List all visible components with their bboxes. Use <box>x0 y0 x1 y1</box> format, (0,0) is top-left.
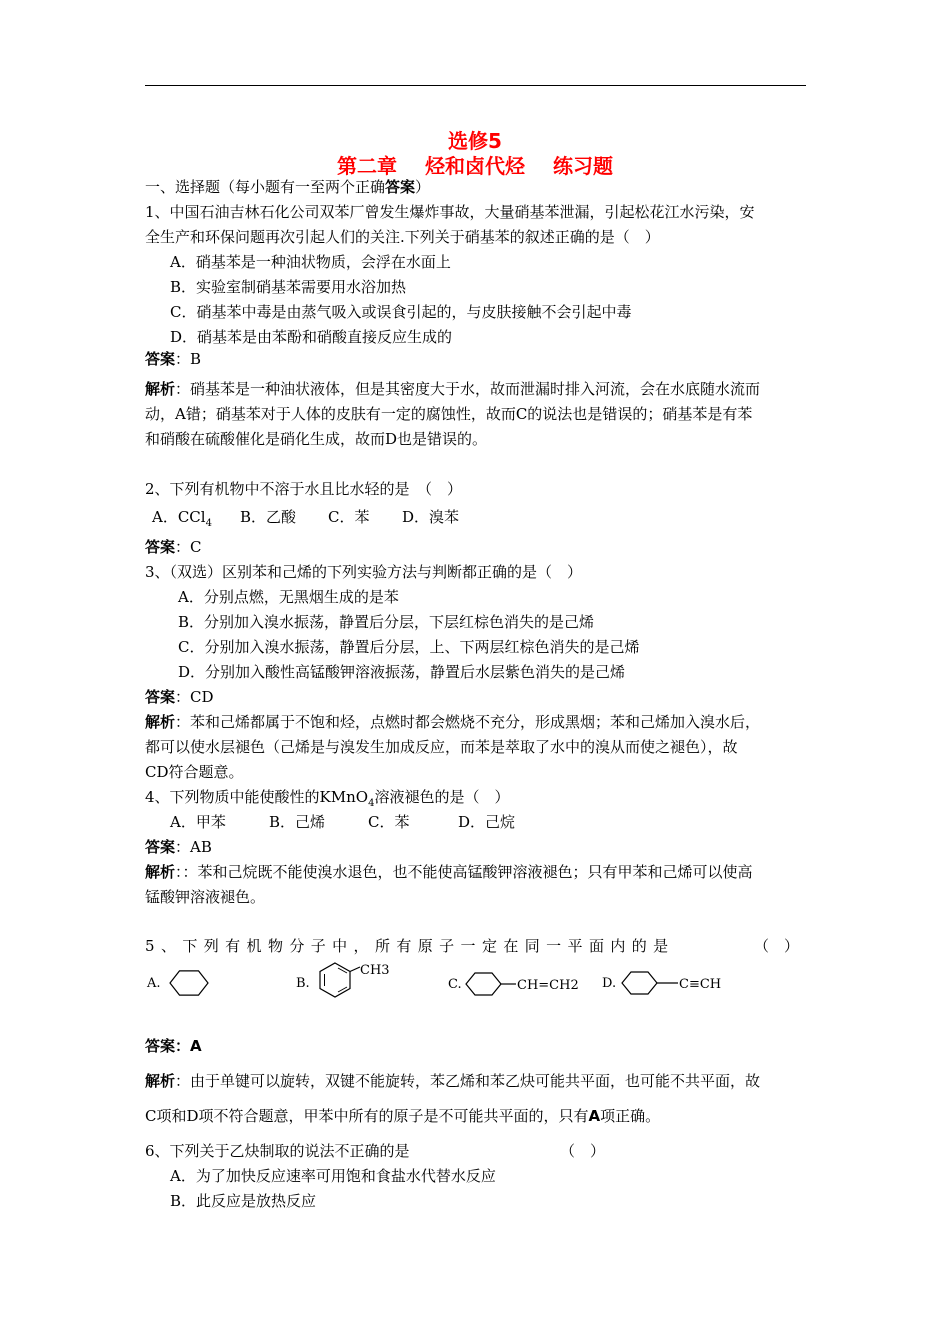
svg-text:C.: C. <box>448 977 462 992</box>
q3-option-b: B．分别加入溴水振荡，静置后分层，下层红棕色消失的是己烯 <box>178 613 595 631</box>
chapter-practice: 练习题 <box>553 154 613 178</box>
q2-option-c: C．苯 <box>328 508 370 526</box>
q1-analysis-line2: 动，A错；硝基苯对于人体的皮肤有一定的腐蚀性，故而C的说法也是错误的；硝基苯是有苯 <box>145 405 753 423</box>
phenylacetylene-ring-icon <box>622 972 657 994</box>
q1-answer: 答案：B <box>145 350 202 368</box>
q1-option-c: C．硝基苯中毒是由蒸气吸入或误食引起的，与皮肤接触不会引起中毒 <box>170 303 632 321</box>
benzene-ring-icon <box>170 971 208 995</box>
q1-analysis-line3: 和硝酸在硫酸催化是硝化生成，故而D也是错误的。 <box>145 430 488 448</box>
q4-answer: 答案：AB <box>145 838 212 856</box>
header-rule <box>145 85 806 86</box>
q2-option-b: B．乙酸 <box>240 508 297 526</box>
q3-option-c: C．分别加入溴水振荡，静置后分层，上、下两层红棕色消失的是己烯 <box>178 638 640 656</box>
q5-answer: 答案：A <box>145 1037 202 1055</box>
q4-option-a: A．甲苯 <box>170 813 226 831</box>
structure-b-toluene <box>296 963 390 997</box>
q4-options <box>170 812 515 832</box>
q2-stem: 2、下列有机物中不溶于水且比水轻的是 （ ） <box>145 480 463 498</box>
q1-stem-line1: 1、中国石油吉林石化公司双苯厂曾发生爆炸事故，大量硝基苯泄漏，引起松花江水污染，安 <box>145 203 755 221</box>
q4-option-d: D．己烷 <box>458 813 516 831</box>
svg-text:D.: D. <box>602 976 617 991</box>
q3-analysis-line3: CD符合题意。 <box>145 763 244 781</box>
q3-answer: 答案：CD <box>145 688 214 706</box>
svg-text:CH3: CH3 <box>360 963 390 978</box>
chapter-topic: 烃和卤代烃 <box>425 154 525 178</box>
structure-c-styrene <box>448 973 579 995</box>
q3-analysis-line2: 都可以使水层褪色（己烯是与溴发生加成反应，而苯是萃取了水中的溴从而使之褪色），故 <box>145 738 738 756</box>
q1-option-d: D．硝基苯是由苯酚和硝酸直接反应生成的 <box>170 328 453 346</box>
q5-paren: （ ） <box>754 937 800 955</box>
q3-option-d: D．分别加入酸性高锰酸钾溶液振荡，静置后水层紫色消失的是己烯 <box>178 663 626 681</box>
q6-stem: 6、下列关于乙炔制取的说法不正确的是 <box>145 1142 410 1160</box>
q6-option-b: B．此反应是放热反应 <box>170 1192 317 1210</box>
q4-option-b: B．己烯 <box>269 813 326 831</box>
svg-text:B.: B. <box>296 976 310 991</box>
svg-text:A.: A. <box>147 976 161 991</box>
q1-option-b: B．实验室制硝基苯需要用水浴加热 <box>170 278 407 296</box>
structure-d-phenylacetylene <box>602 972 721 994</box>
q2-option-a: A．CCl$_4$ <box>152 508 212 529</box>
q2-options <box>152 507 459 534</box>
q3-analysis-line1: 解析：苯和己烯都属于不饱和烃，点燃时都会燃烧不充分，形成黑烟；苯和己烯加入溴水后， <box>145 713 761 731</box>
toluene-bond-icon <box>350 967 360 972</box>
svg-text:C≡CH: C≡CH <box>679 977 722 992</box>
q1-stem-line2: 全生产和环保问题再次引起人们的关注.下列关于硝基苯的叙述正确的是（ ） <box>145 228 660 246</box>
svg-text:CH=CH2: CH=CH2 <box>517 978 579 993</box>
structure-a-benzene <box>146 971 208 995</box>
section-heading: 一、选择题（每小题有一至两个正确答案） <box>145 178 431 196</box>
chapter-number: 第二章 <box>337 154 397 178</box>
q4-analysis-line1: 解析：：苯和己烷既不能使溴水退色，也不能使高锰酸钾溶液褪色；只有甲苯和己烯可以使高 <box>145 863 753 881</box>
q3-option-a: A．分别点燃，无黑烟生成的是苯 <box>178 588 399 606</box>
q5-analysis-line2: C项和D项不符合题意，甲苯中所有的原子是不可能共平面的，只有A项正确。 <box>145 1107 661 1125</box>
q1-analysis-line1: 解析：硝基苯是一种油状液体，但是其密度大于水，故而泄漏时排入河流，会在水底随水流而 <box>145 380 761 398</box>
q4-analysis-line2: 锰酸钾溶液褪色。 <box>145 888 266 906</box>
q2-answer: 答案：C <box>145 538 202 556</box>
q4-stem: 4、下列物质中能使酸性的KMnO$_4$溶液褪色的是（ ） <box>145 788 510 809</box>
q4-option-c: C．苯 <box>368 813 410 831</box>
q2-option-d: D．溴苯 <box>402 508 460 526</box>
q5-structures <box>140 958 760 1008</box>
q5-analysis-line1: 解析：由于单键可以旋转，双键不能旋转，苯乙烯和苯乙炔可能共平面，也可能不共平面，故 <box>145 1072 761 1090</box>
q1-option-a: A．硝基苯是一种油状物质，会浮在水面上 <box>170 253 451 271</box>
chapter-title <box>0 150 950 179</box>
q5-stem: 5、下列有机物分子中，所有原子一定在同一平面内的是 <box>145 937 675 955</box>
styrene-ring-icon <box>466 973 501 995</box>
doc-title: 选修5 <box>448 129 502 153</box>
q6-paren: （ ） <box>560 1142 606 1160</box>
q3-stem: 3、（双选）区别苯和己烯的下列实验方法与判断都正确的是（ ） <box>145 563 583 581</box>
q6-option-a: A．为了加快反应速率可用饱和食盐水代替水反应 <box>170 1167 496 1185</box>
